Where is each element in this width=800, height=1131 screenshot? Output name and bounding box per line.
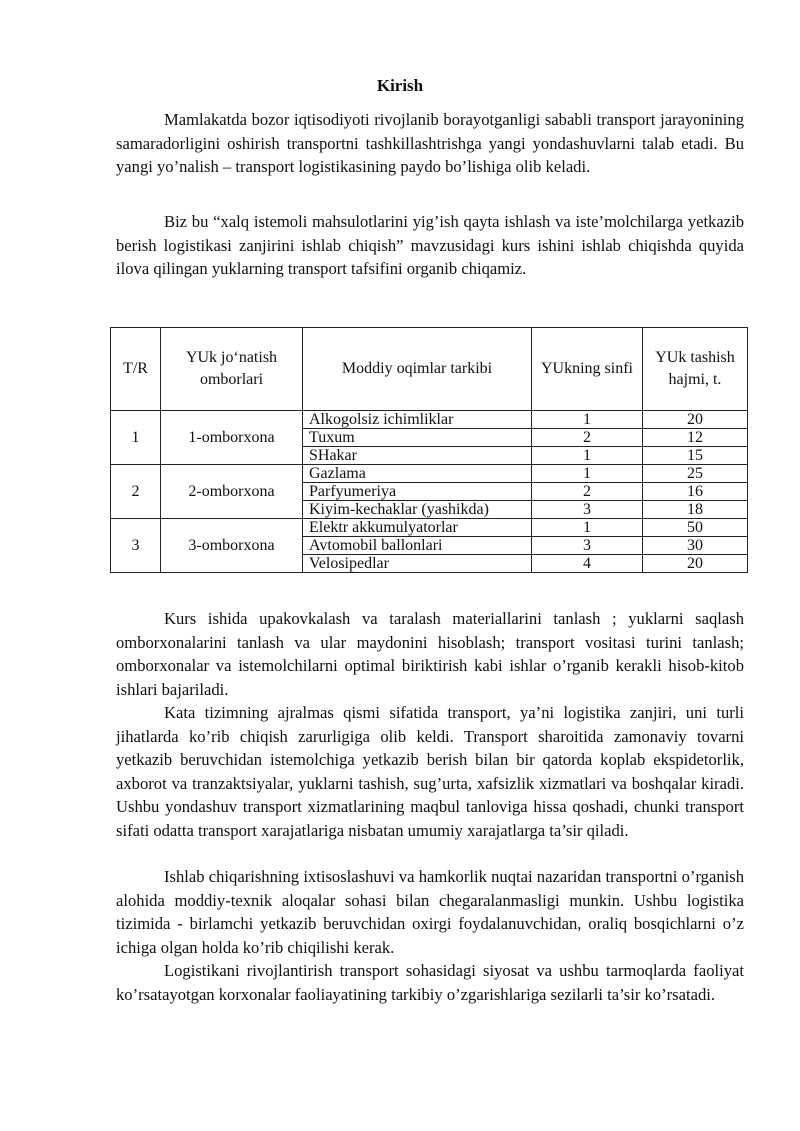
cargo-volume: 12 bbox=[643, 429, 748, 447]
table-row bbox=[111, 519, 748, 537]
header-tr: T/R bbox=[111, 328, 161, 411]
cargo-class: 2 bbox=[532, 429, 643, 447]
cargo-volume: 15 bbox=[643, 447, 748, 465]
cargo-class: 4 bbox=[532, 555, 643, 573]
header-volume: YUk tashish hajmi, t. bbox=[643, 328, 748, 411]
cargo-class: 1 bbox=[532, 447, 643, 465]
body-paragraph-4: Logistikani rivojlantirish transport sohasidagi siyosat va ushbu tarmoqlarda faoliyat ko’rsatayotgan korxonalar faoliayatining tarkibiy o’zgarishlariga sezilarli ta’sir ko’rsatadi. bbox=[116, 961, 744, 1004]
table-row bbox=[111, 465, 748, 483]
cargo-class: 1 bbox=[532, 411, 643, 429]
material-name: Elektr akkumulyatorlar bbox=[303, 519, 532, 537]
header-class: YUkning sinfi bbox=[532, 328, 643, 411]
body-paragraph-1: Kurs ishida upakovkalash va taralash materiallarini tanlash ; yuklarni saqlash omborxonalarini tanlash va ular maydonini hisoblash; transport vositasi turini tanlash; omborxonalar va istemolchilarni optimal biriktirish kabi ishlar o’rganib kerakli hisob-kitob ishlari bajariladi. bbox=[116, 609, 744, 699]
header-warehouse: YUk jo‘natish omborlari bbox=[161, 328, 303, 411]
warehouse-name: 2-omborxona bbox=[161, 465, 303, 519]
section-heading: Kirish bbox=[376, 76, 424, 95]
body-paragraph-2: Kata tizimning ajralmas qismi sifatida transport, ya’ni logistika zanjiri, uni turli jihatlarda ko’rib chiqish zarurligiga olib keldi. Transport sharoitida zamonaviy tovarni yetkazib beruvchidan istemolchiga yetkazib berish bilan bir qatorda koplab ekspidetorlik, axborot va tranzaktsiyalar, yuklarni tashish, sug’urta, xafsizlik xizmatlari va boshqalar kiradi. Ushbu yondashuv transport xizmatlarining maqbul tanloviga hissa qoshadi, chunki transport sifati odatta transport xarajatlariga nisbatan umumiy xarajatlarga ta’sir qiladi. bbox=[116, 703, 744, 840]
cargo-class: 3 bbox=[532, 501, 643, 519]
cargo-table bbox=[110, 327, 747, 577]
material-name: SHakar bbox=[303, 447, 532, 465]
material-name: Kiyim-kechaklar (yashikda) bbox=[303, 501, 532, 519]
cargo-volume: 20 bbox=[643, 411, 748, 429]
warehouse-name: 1-omborxona bbox=[161, 411, 303, 465]
table-row bbox=[111, 411, 748, 429]
body-paragraph-3: Ishlab chiqarishning ixtisoslashuvi va hamkorlik nuqtai nazaridan transportni o’rganish alohida moddiy-texnik aloqalar sohasi bilan chegaralanmasligi munkin. Ushbu logistika tizimida - birlamchi yetkazib beruvchidan oxirgi foydalanuvchidan, oraliq bosqichlarni o’z ichiga olgan holda ko’rib chiqilishi kerak. bbox=[116, 867, 744, 957]
material-name: Tuxum bbox=[303, 429, 532, 447]
cargo-volume: 25 bbox=[643, 465, 748, 483]
row-number: 2 bbox=[111, 465, 161, 519]
cargo-volume: 16 bbox=[643, 483, 748, 501]
cargo-class: 2 bbox=[532, 483, 643, 501]
table-header-row bbox=[111, 328, 748, 411]
header-materials: Moddiy oqimlar tarkibi bbox=[303, 328, 532, 411]
cargo-class: 3 bbox=[532, 537, 643, 555]
warehouse-name: 3-omborxona bbox=[161, 519, 303, 573]
cargo-volume: 30 bbox=[643, 537, 748, 555]
cargo-volume: 20 bbox=[643, 555, 748, 573]
row-number: 1 bbox=[111, 411, 161, 465]
material-name: Gazlama bbox=[303, 465, 532, 483]
intro-paragraph-1: Mamlakatda bozor iqtisodiyoti rivojlanib borayotganligi sababli transport jarayonining samaradorligini oshirish transportni tashkillashtrishga yangi yondashuvlarni talab etadi. Bu yangi yo’nalish – transport logistikasining paydo bo’lishiga olib keladi. bbox=[116, 110, 744, 177]
material-name: Velosipedlar bbox=[303, 555, 532, 573]
row-number: 3 bbox=[111, 519, 161, 573]
material-name: Avtomobil ballonlari bbox=[303, 537, 532, 555]
intro-paragraph-2: Biz bu “xalq istemoli mahsulotlarini yig’ish qayta ishlash va iste’molchilarga yetkazib berish logistikasi zanjirini ishlab chiqish” mavzusidagi kurs ishini ishlab chiqishda quyida ilova qilingan yuklarning transport tafsifini organib chiqamiz. bbox=[116, 212, 744, 279]
cargo-class: 1 bbox=[532, 465, 643, 483]
material-name: Alkogolsiz ichimliklar bbox=[303, 411, 532, 429]
material-name: Parfyumeriya bbox=[303, 483, 532, 501]
cargo-volume: 50 bbox=[643, 519, 748, 537]
cargo-class: 1 bbox=[532, 519, 643, 537]
cargo-volume: 18 bbox=[643, 501, 748, 519]
